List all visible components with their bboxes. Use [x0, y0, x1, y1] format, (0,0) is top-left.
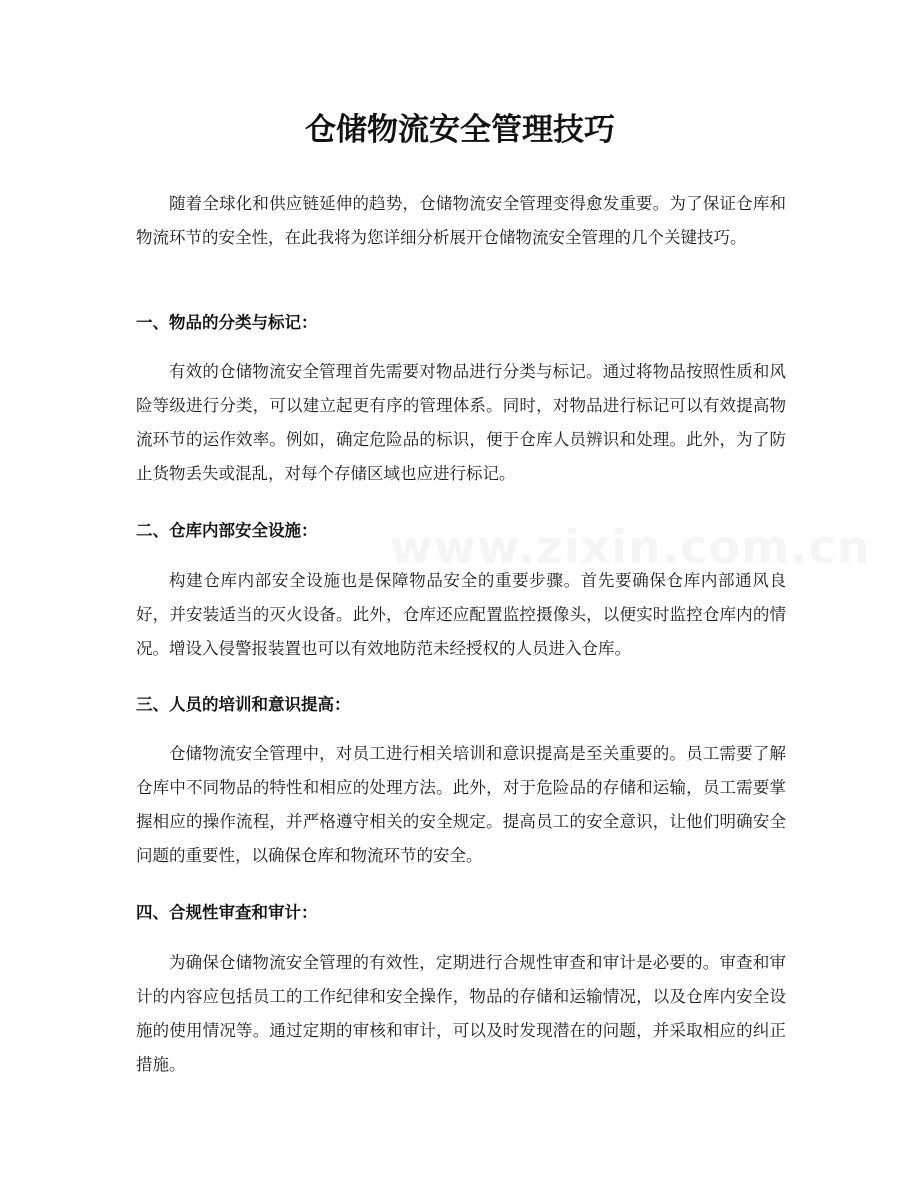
section-body-3: 仓储物流安全管理中，对员工进行相关培训和意识提高是至关重要的。员工需要了解仓库中不同物品的特性和相应的处理方法。此外，对于危险品的存储和运输，员工需要掌握相应的操作流程，并严格遵守相关的安全规定。提高员工的安全意识，让他们明确安全问题的重要性，以确保仓库和物流环节的安全。: [136, 744, 786, 865]
section-heading-3: 三、人员的培训和意识提高：: [136, 695, 351, 714]
section-body-2: 构建仓库内部安全设施也是保障物品安全的重要步骤。首先要确保仓库内部通风良好，并安装适当的灭火设备。此外，仓库还应配置监控摄像头，以便实时监控仓库内的情况。增设入侵警报装置也可以有效地防范未经授权的人员进入仓库。: [136, 571, 786, 658]
section-heading-1: 一、物品的分类与标记：: [136, 313, 318, 332]
section-heading-2: 二、仓库内部安全设施：: [136, 521, 318, 540]
watermark: www.zixin.com.cn: [390, 520, 871, 574]
section-body-1: 有效的仓储物流安全管理首先需要对物品进行分类与标记。通过将物品按照性质和风险等级进行分类，可以建立起更有序的管理体系。同时，对物品进行标记可以有效提高物流环节的运作效率。例如，确定危险品的标识，便于仓库人员辨识和处理。此外，为了防止货物丢失或混乱，对每个存储区域也应进行标记。: [136, 362, 786, 483]
intro-paragraph: 随着全球化和供应链延伸的趋势，仓储物流安全管理变得愈发重要。为了保证仓库和物流环节的安全性，在此我将为您详细分析展开仓储物流安全管理的几个关键技巧。: [136, 194, 786, 247]
section-body-4: 为确保仓储物流安全管理的有效性，定期进行合规性审查和审计是必要的。审查和审计的内容应包括员工的工作纪律和安全操作，物品的存储和运输情况，以及仓库内安全设施的使用情况等。通过定期的审核和审计，可以及时发现潜在的问题，并采取相应的纠正措施。: [136, 953, 786, 1074]
section-heading-4: 四、合规性审查和审计：: [136, 903, 318, 922]
document-title: 仓储物流安全管理技巧: [305, 112, 615, 148]
